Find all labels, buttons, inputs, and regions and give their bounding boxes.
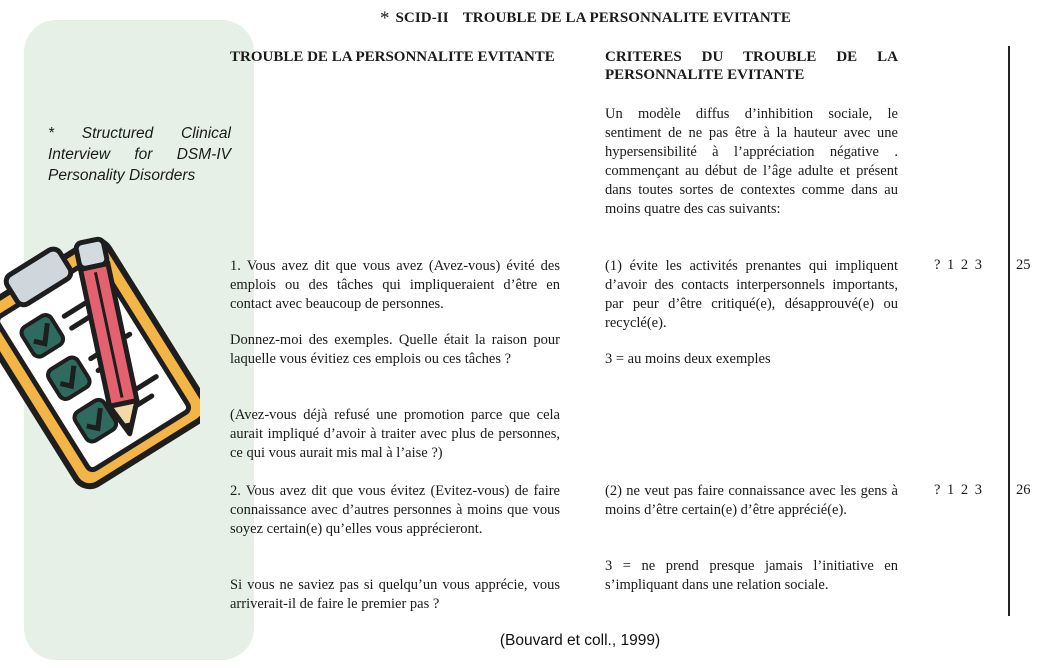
question-2-followup: Si vous ne saviez pas si quelqu’un vous apprécie, vous arriverait-il de faire le premier pas ?: [230, 577, 560, 612]
criterion-1-threshold: 3 = au moins deux exemples: [605, 351, 771, 367]
question-1-probe: (Avez-vous déjà refusé une promotion parce que cela aurait impliqué d’avoir à traiter avec plus de personnes, ce qui vous aurait mis mal à l’aise ?): [230, 407, 560, 461]
rating-scale-25: ? 1 2 3: [934, 257, 983, 273]
question-2-text: 2. Vous avez dit que vous évitez (Evitez-vous) de faire connaissance avec d’autres personnes à moins que vous soyez certain(e) qu’elles vous apprécieront.: [230, 483, 560, 537]
item-number-26: 26: [1016, 482, 1031, 498]
title-code: SCID-II: [395, 10, 449, 26]
citation: (Bouvard et coll., 1999): [499, 632, 661, 649]
rating-scale-26: ? 1 2 3: [934, 482, 983, 498]
question-1-followup: Donnez-moi des exemples. Quelle était la raison pour laquelle vous évitiez ces emplois ou ces tâches ?: [230, 332, 560, 367]
criterion-1: (1) évite les activités prenantes qui impliquent d’avoir des contacts interpersonnels importants, par peur d’être critiqué(e), désapprouvé(e) ou recyclé(e).: [605, 258, 898, 331]
checklist-pencil-icon: [0, 230, 200, 495]
scid-footnote: * Structured Clinical Interview for DSM-IV Personality Disorders: [48, 125, 231, 184]
criterion-2: (2) ne veut pas faire connaissance avec les gens à moins d’être certain(e) d’être apprécié(e).: [605, 483, 898, 518]
left-column-heading: TROUBLE DE LA PERSONNALITE EVITANTE: [230, 49, 555, 65]
column-divider: [1008, 46, 1010, 616]
question-1-text: 1. Vous avez dit que vous avez (Avez-vous) évité des emplois ou des tâches qui impliqueraient d’être en contact avec beaucoup de personnes.: [230, 258, 560, 312]
criteria-intro: Un modèle diffus d’inhibition sociale, le sentiment de ne pas être à la hauteur avec une hypersensibilité à l’appréciation négative . commençant au début de l’âge adulte et présent dans toutes sortes de contextes comme dans au moins quatre des cas suivants:: [605, 106, 898, 217]
title-text: TROUBLE DE LA PERSONNALITE EVITANTE: [462, 10, 791, 26]
item-number-25: 25: [1016, 257, 1031, 273]
page-title: * SCID-II TROUBLE DE LA PERSONNALITE EVITANTE: [380, 8, 791, 29]
right-column-heading: CRITERES DU TROUBLE DE LA PERSONNALITE EVITANTE: [605, 49, 898, 83]
criterion-2-threshold: 3 = ne prend presque jamais l’initiative en s’impliquant dans une relation sociale.: [605, 558, 898, 593]
